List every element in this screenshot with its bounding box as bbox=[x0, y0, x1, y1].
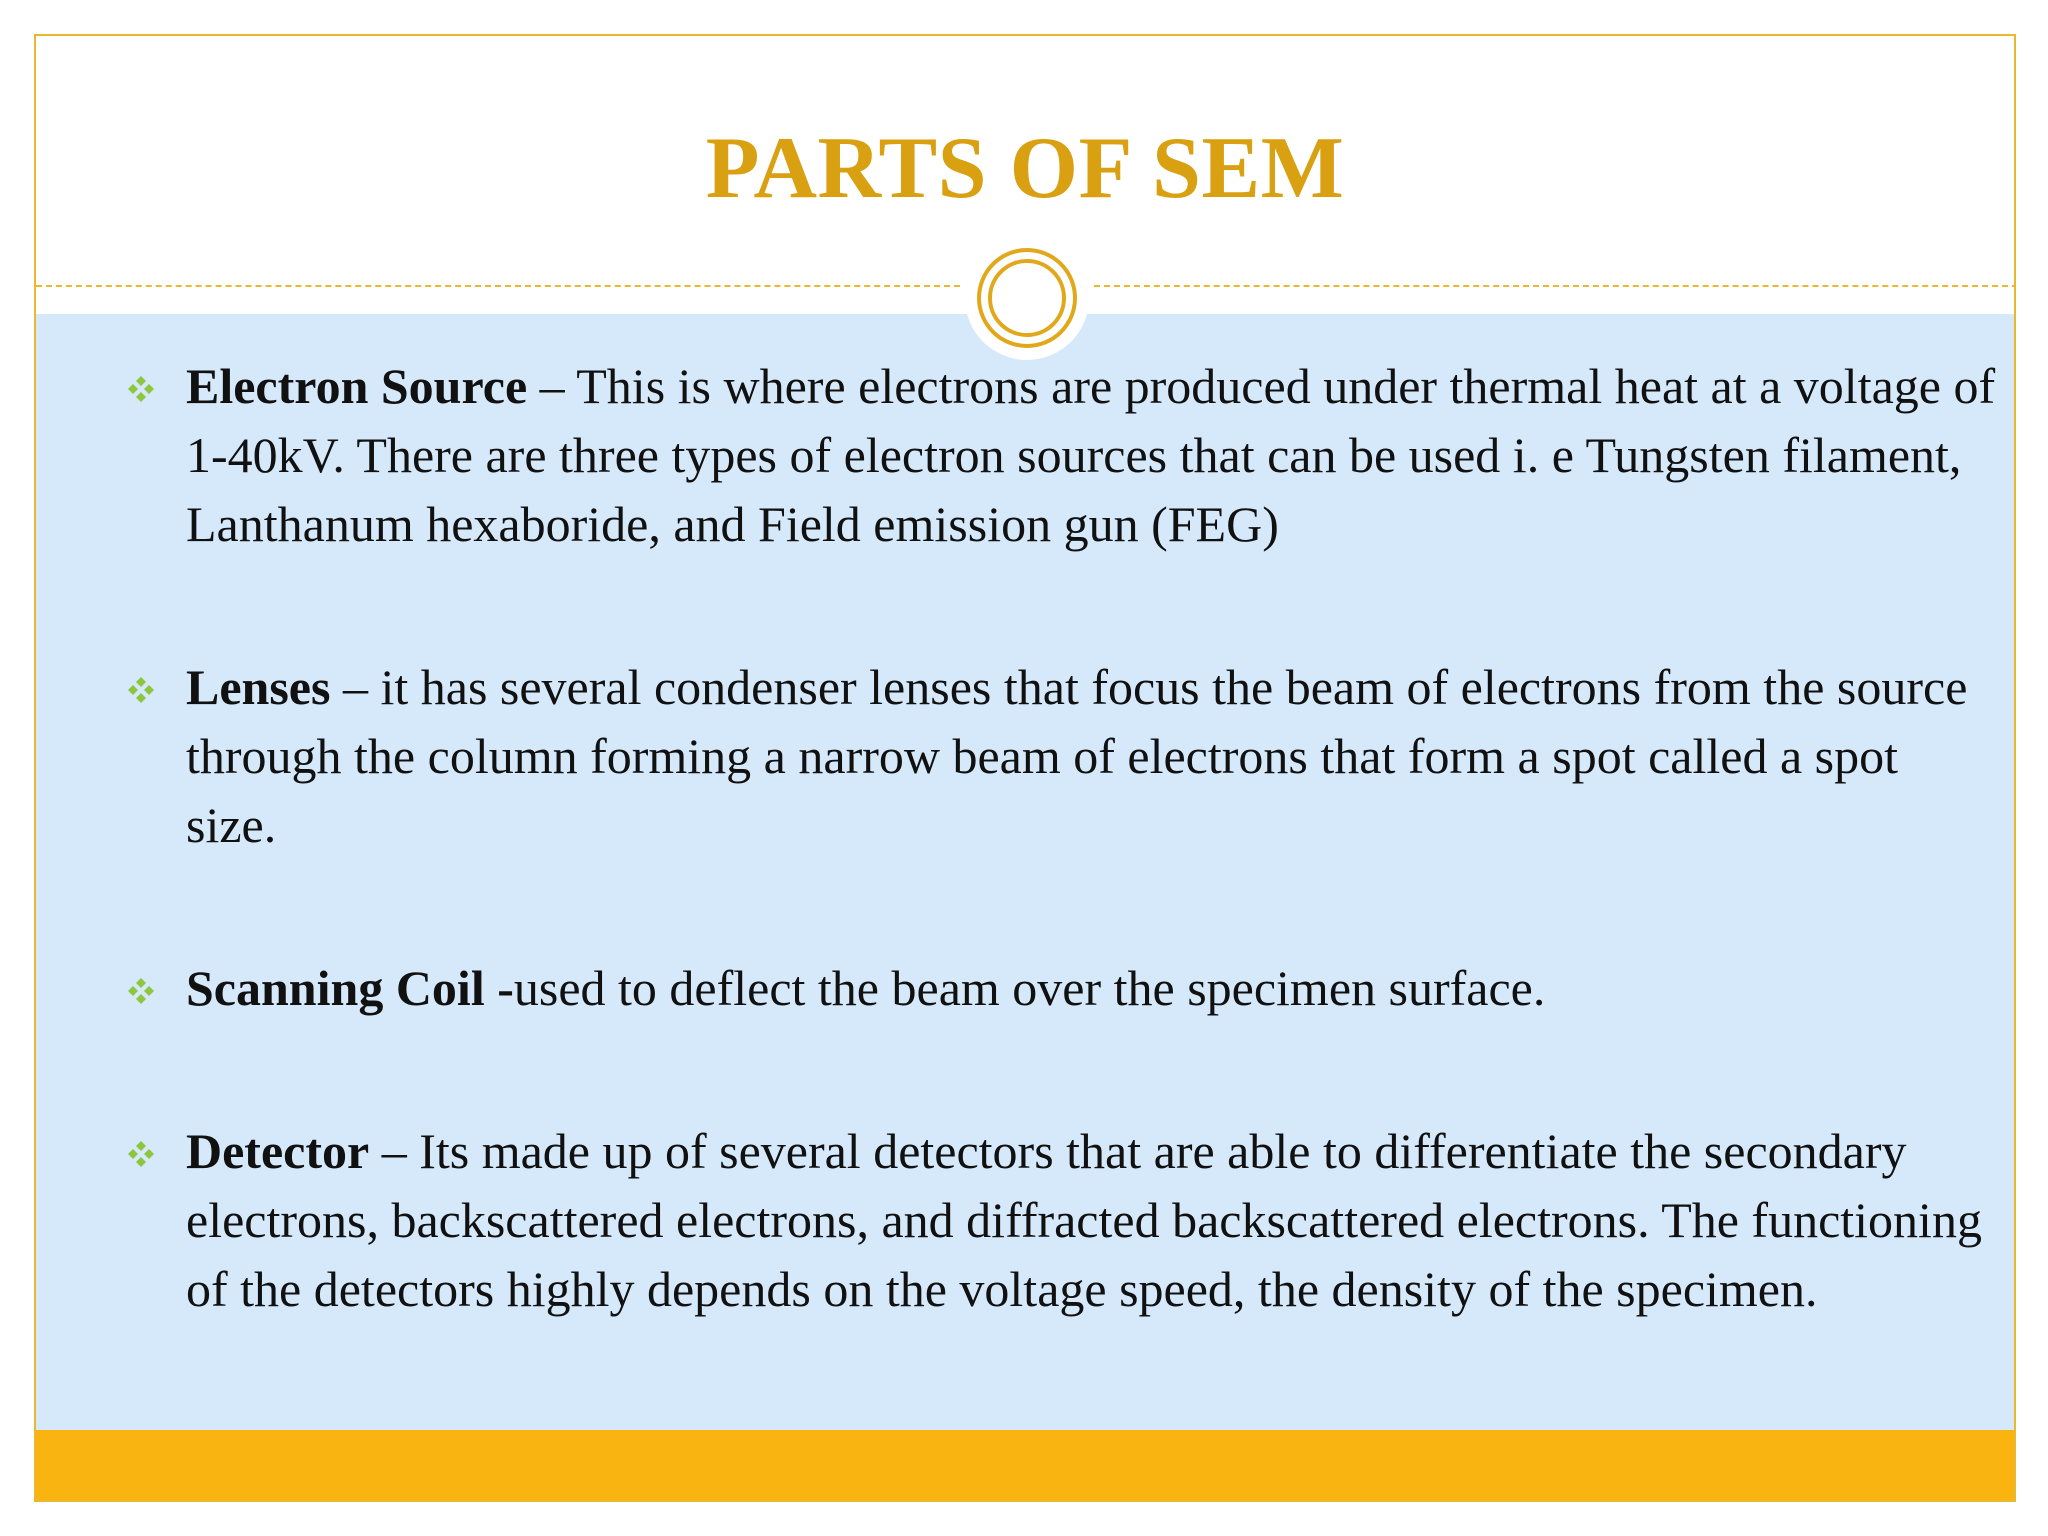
title-divider-left bbox=[36, 285, 960, 287]
slide-frame bbox=[34, 34, 2016, 1502]
footer-bar bbox=[36, 1430, 2014, 1500]
four-diamond-icon bbox=[126, 976, 156, 1006]
bullet-detector bbox=[116, 1117, 1996, 1324]
bullet-text: used to deflect the beam over the specimen surface. bbox=[513, 960, 1546, 1016]
bullet-scanning-coil bbox=[116, 954, 1996, 1023]
bullet-term: Scanning Coil - bbox=[186, 960, 514, 1016]
bullet-text: – Its made up of several detectors that are able to differentiate the secondary electrons, backscattered electrons, and diffracted backscattered electrons. The functioning of the detectors highly depends on the voltage speed, the density of the specimen. bbox=[186, 1123, 1982, 1317]
four-diamond-icon bbox=[126, 675, 156, 705]
bullet-lenses bbox=[116, 653, 1996, 860]
bullet-term: Electron Source bbox=[186, 358, 528, 414]
four-diamond-icon bbox=[126, 374, 156, 404]
bullet-term: Detector bbox=[186, 1123, 370, 1179]
bullet-electron-source bbox=[116, 352, 1996, 559]
bullet-text: – This is where electrons are produced under thermal heat at a voltage of 1-40kV. There are three types of electron sources that can be used i. e Tungsten filament, Lanthanum hexaboride, and Field emission gun (FEG) bbox=[186, 358, 1996, 552]
ring-ornament-inner bbox=[988, 259, 1066, 337]
bullet-text: – it has several condenser lenses that focus the beam of electrons from the source through the column forming a narrow beam of electrons that form a spot called a spot size. bbox=[186, 659, 1968, 853]
bullet-term: Lenses bbox=[186, 659, 331, 715]
title-divider-right bbox=[1094, 285, 2016, 287]
bullet-list bbox=[116, 352, 1996, 1324]
slide-title: PARTS OF SEM bbox=[705, 120, 1345, 217]
four-diamond-icon bbox=[126, 1139, 156, 1169]
